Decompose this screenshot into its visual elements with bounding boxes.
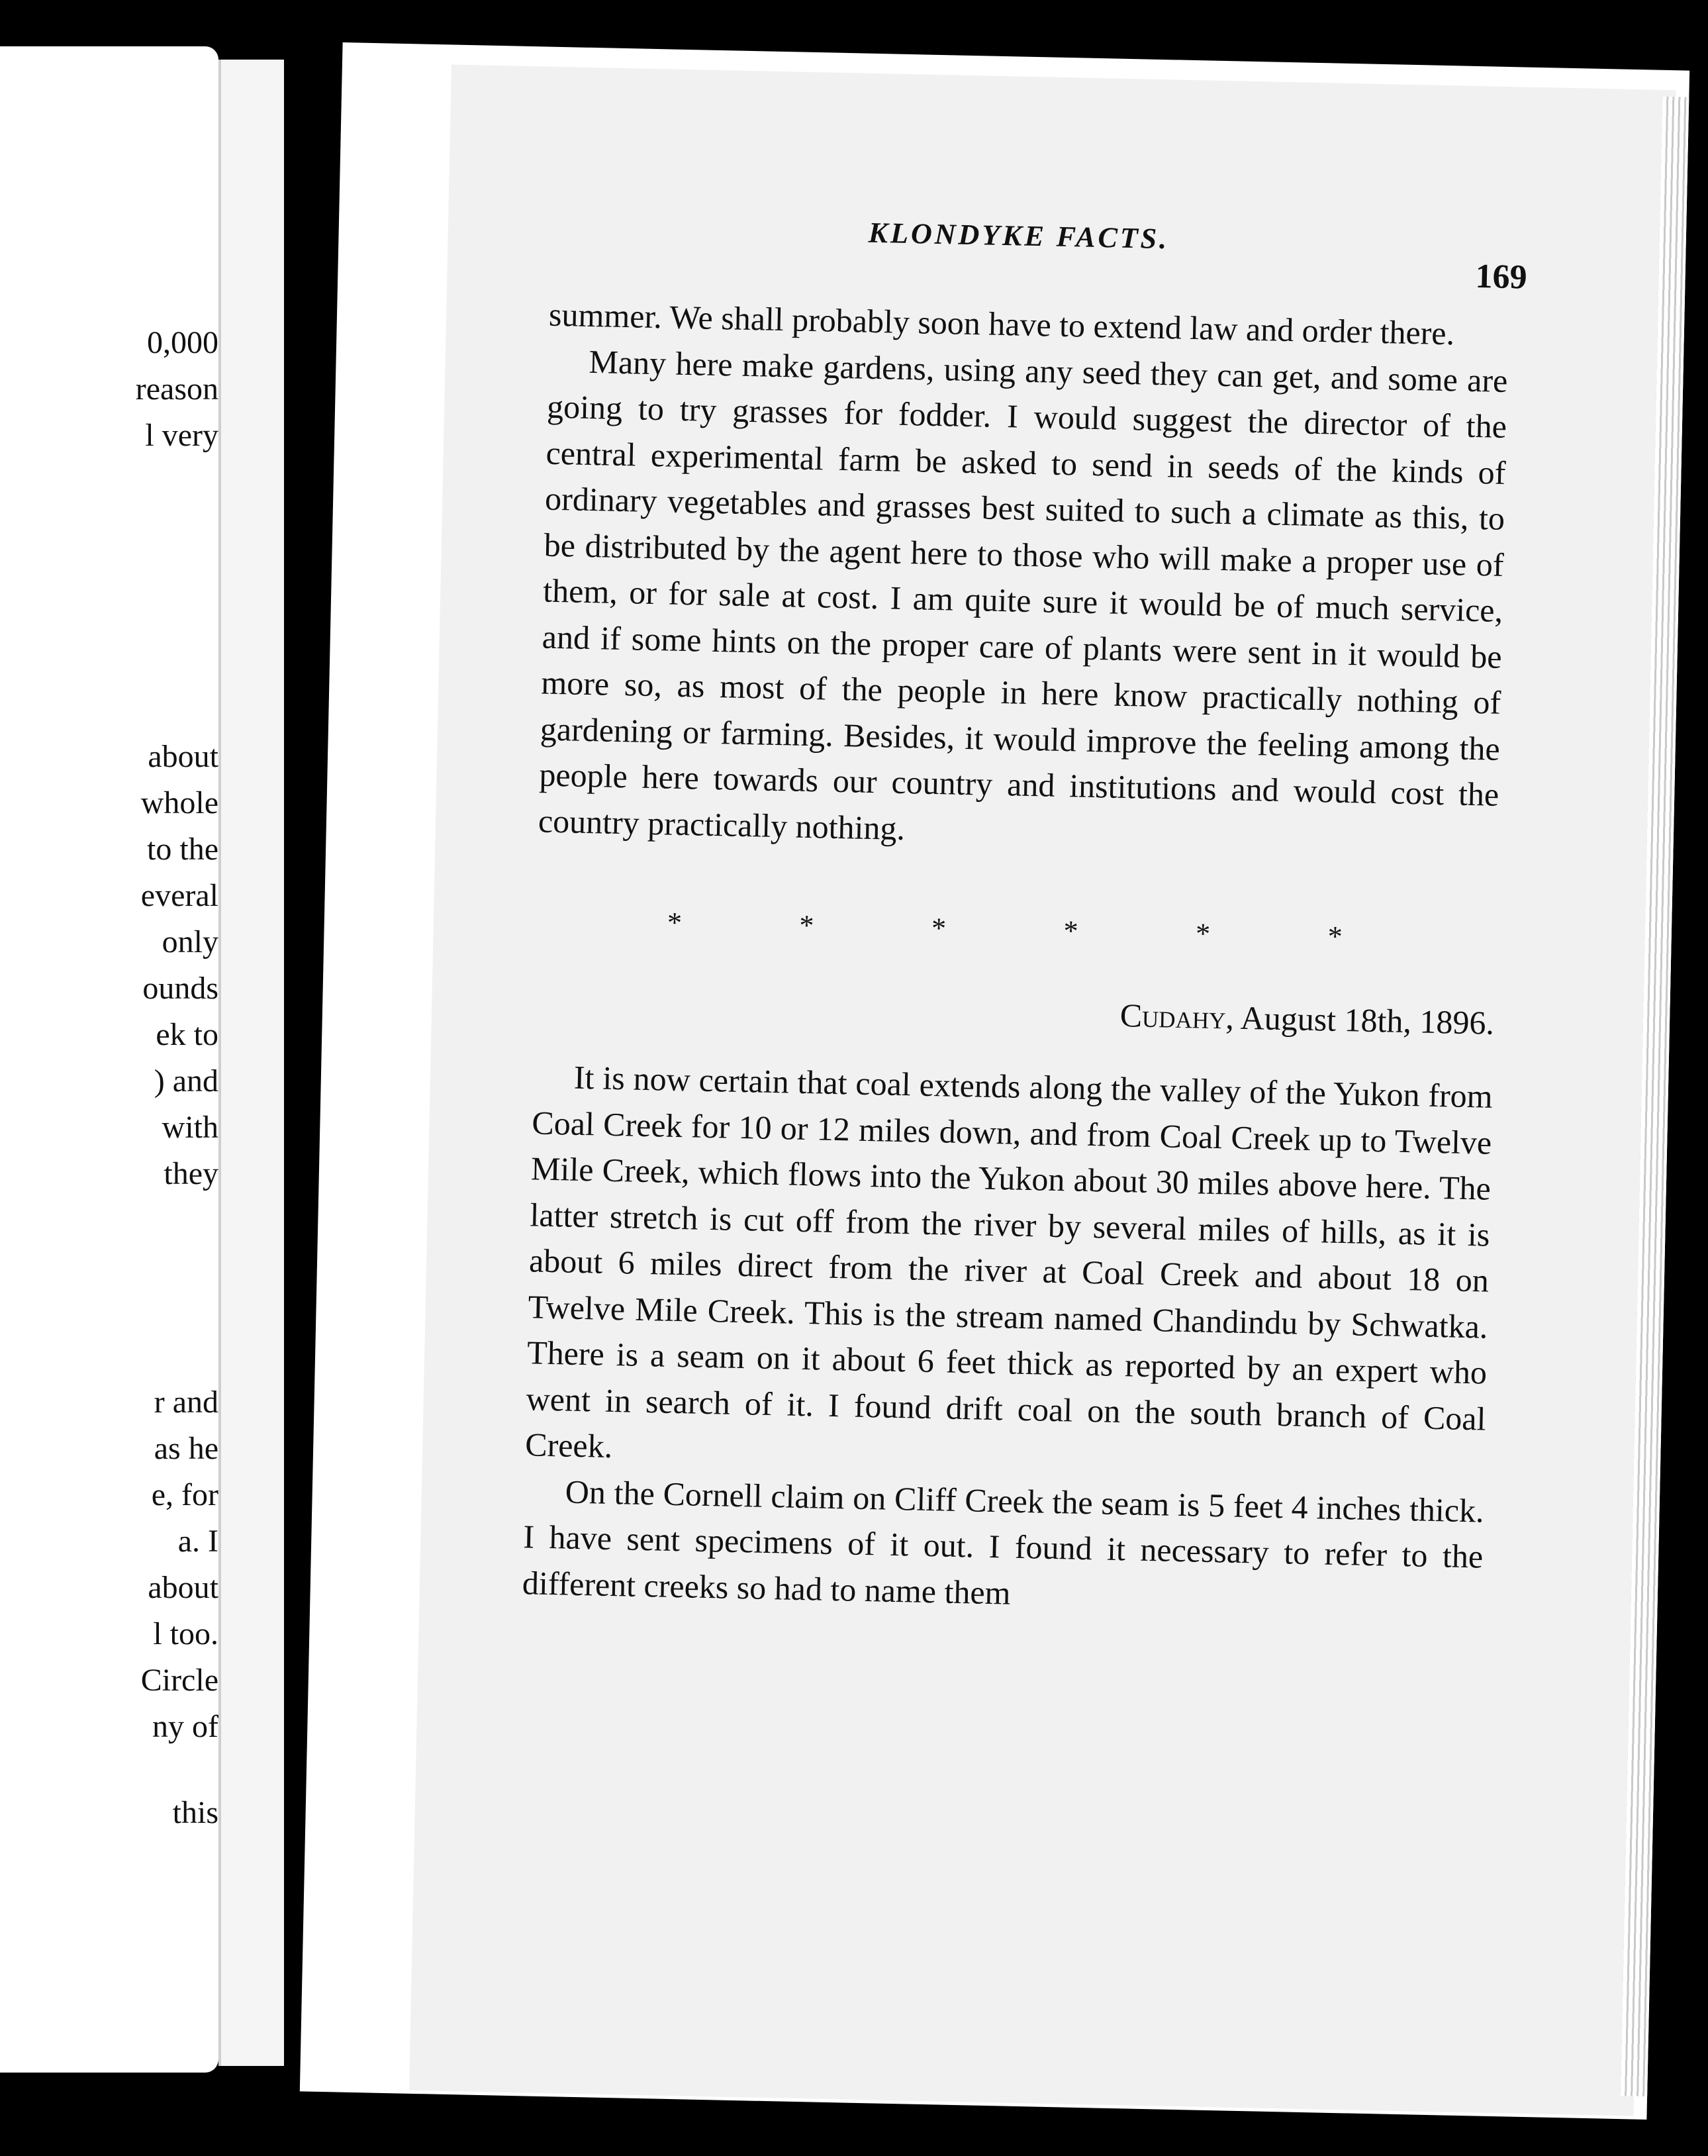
left-page-line: as he [154,1431,218,1466]
left-page [0,46,218,2073]
left-page-line: about [148,739,218,774]
body-text [522,292,1509,1626]
left-page-line: to the [147,832,218,867]
dateline-date: , August 18th, 1896. [1225,998,1495,1042]
left-page-line: l very [145,418,218,453]
right-page [300,42,1689,2120]
left-page-line: a. I [177,1524,218,1559]
left-page-line: e, for [151,1477,218,1512]
left-page-text [0,46,218,2073]
left-page-line: this [172,1795,218,1830]
left-page-line: reason [135,371,218,407]
left-page-line: everal [140,878,218,913]
page-number: 169 [1475,257,1528,297]
paragraph-4: On the Cornell claim on Cliff Creek the seam is 5 feet 4 inches thick. I have sent specimens of it out. I found it necessary to refer to the different creeks so had to name them [522,1473,1485,1612]
left-page-line: ny of [152,1709,218,1744]
left-page-line: with [162,1110,218,1145]
left-page-line: ek to [156,1017,218,1052]
asterisk-ornament: * [1195,917,1211,950]
left-page-line: Circle [140,1663,218,1698]
left-page-line: about [148,1570,218,1605]
book-gutter [218,60,284,2066]
left-page-line: ) and [154,1063,218,1099]
dateline-place: Cudahy [1119,996,1227,1036]
paragraph-3: It is now certain that coal extends along the valley of the Yukon from Coal Creek for 10 or 12 miles down, and from Coal Creek up to Twelve Mile Creek, which flows into the Yukon about 30 miles above here. The latter stretch is cut off from the river by several miles of hills, as it is about 6 miles direct from the river at Coal Creek and about 18 on Twelve Mile Creek. This is the stream named Chandindu by Schwatka. There is a seam on it about 6 feet thick as reported by an expert who went in search of it. I found drift coal on the south branch of Coal Creek. [524,1058,1494,1465]
asterisk-ornament: * [667,906,683,940]
asterisk-ornament: * [1063,914,1079,948]
left-page-line: whole [140,785,218,820]
paragraph-2: Many here make gardens, using any seed they can get, and some are going to try grasses for fodder. I would suggest the director of the central experimental farm be asked to send in seeds of the kinds of ordinary vegetables and grasses best suited to such a climate as this, to be distributed by the agent here to those who will make a proper use of them, or for sale at cost. I am quite sure it would be of much service, and if some hints on the proper care of plants were sent in it would be more so, as most of the people in here know practically nothing of gardening or farming. Besides, it would improve the feeling among the people here towards our country and institutions and would cost the country practically nothing. [538,342,1508,847]
asterisk-ornament: * [1327,920,1343,953]
asterisk-ornament: * [931,911,947,945]
left-page-line: 0,000 [147,325,218,360]
dateline [534,980,1495,1046]
asterisk-ornament: * [798,908,814,942]
paragraph-1: summer. We shall probably soon have to extend law and order there. [548,295,1455,352]
left-page-line: r and [154,1385,218,1420]
left-page-line: only [162,924,218,959]
left-page-line: l too. [153,1616,218,1651]
running-header: KLONDYKE FACTS. [868,216,1170,256]
left-page-line: ounds [142,971,218,1006]
left-page-line: they [164,1156,218,1191]
section-break-ornament [667,900,1343,960]
